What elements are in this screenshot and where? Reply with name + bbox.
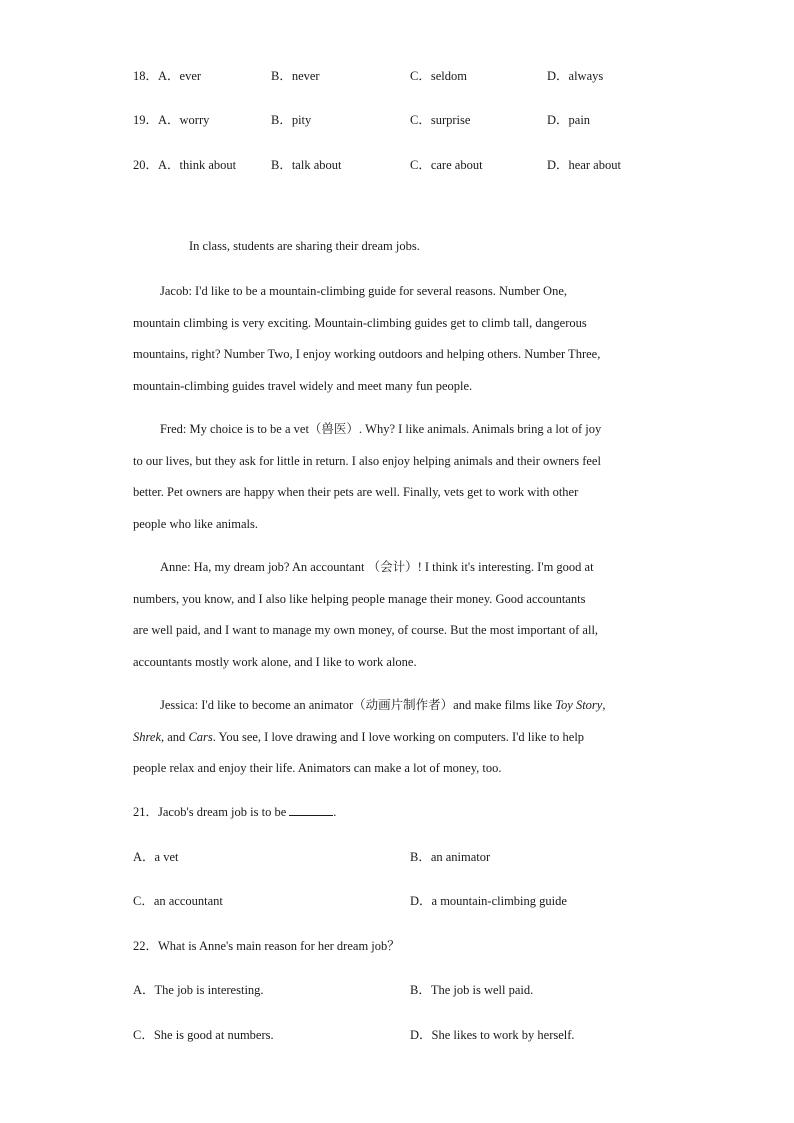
paragraph-line: numbers, you know, and I also like helping people manage their money. Good accountants	[133, 591, 586, 606]
paragraph-jacob	[133, 276, 663, 402]
option-d: D．always	[547, 69, 604, 83]
option-a: 19．A．worry	[133, 113, 210, 127]
option-c: C．surprise	[410, 113, 471, 127]
answer-option-b[interactable]: B．The job is well paid.	[410, 983, 534, 997]
question-21	[133, 802, 336, 822]
paragraph-line: Fred: My choice is to be a vet（兽医）. Why? I like animals. Animals bring a lot of joy	[160, 422, 602, 436]
option-d: D．pain	[547, 113, 591, 127]
film-title: Toy Story	[555, 698, 603, 712]
film-title: Cars	[188, 729, 213, 744]
option-b: B．pity	[271, 113, 312, 127]
punctuation: ,	[602, 698, 606, 712]
question-stem: 21．Jacob's dream job is to be	[133, 805, 287, 819]
jessica-text: and	[164, 729, 189, 744]
paragraph-line: people who like animals.	[133, 516, 258, 531]
answer-option-b[interactable]: B．an animator	[410, 850, 491, 864]
question-22: 22．What is Anne's main reason for her dream job？	[133, 939, 400, 953]
option-c: C．care about	[410, 158, 483, 172]
film-title: Shrek,	[133, 729, 165, 744]
paragraph-line	[133, 722, 663, 754]
answer-option-d[interactable]: D．She likes to work by herself.	[410, 1028, 575, 1042]
option-c: C．seldom	[410, 69, 467, 83]
option-a: 18．A．ever	[133, 69, 202, 83]
option-a: 20．A．think about	[133, 158, 237, 172]
jessica-text: . You see, I love drawing and I love working on computers. I'd like to help	[212, 729, 585, 744]
paragraph-line: mountain-climbing guides travel widely and meet many fun people.	[133, 378, 473, 393]
passage-intro: In class, students are sharing their dream jobs.	[189, 239, 420, 253]
options-row-18	[133, 66, 693, 86]
paragraph-line	[133, 690, 663, 722]
answer-option-a[interactable]: A．The job is interesting.	[133, 983, 264, 997]
answer-option-c[interactable]: C．She is good at numbers.	[133, 1028, 274, 1042]
answer-option-a[interactable]: A．a vet	[133, 850, 179, 864]
answer-blank[interactable]	[289, 803, 333, 816]
question-stem-end: .	[333, 805, 337, 819]
paragraph-fred	[133, 414, 663, 540]
answer-option-d[interactable]: D．a mountain-climbing guide	[410, 894, 567, 908]
paragraph-anne	[133, 552, 663, 678]
options-row-19	[133, 110, 693, 130]
option-d: D．hear about	[547, 158, 621, 172]
answer-option-c[interactable]: C．an accountant	[133, 894, 223, 908]
option-b: B．never	[271, 69, 320, 83]
options-row-20	[133, 155, 693, 175]
paragraph-line: better. Pet owners are happy when their pets are well. Finally, vets get to work with other	[133, 485, 579, 499]
paragraph-line: mountain climbing is very exciting. Mountain-climbing guides get to climb tall, dangerous	[133, 315, 587, 330]
paragraph-line: accountants mostly work alone, and I like to work alone.	[133, 654, 417, 669]
paragraph-line: mountains, right? Number Two, I enjoy working outdoors and helping others. Number Three,	[133, 347, 601, 361]
option-b: B．talk about	[271, 158, 342, 172]
paragraph-line: are well paid, and I want to manage my own money, of course. But the most important of all,	[133, 623, 599, 637]
paragraph-line: to our lives, but they ask for little in return. I also enjoy helping animals and their owners feel	[133, 453, 601, 468]
paragraph-line: people relax and enjoy their life. Animators can make a lot of money, too.	[133, 761, 502, 775]
paragraph-line: Jacob: I'd like to be a mountain-climbing guide for several reasons. Number One,	[160, 284, 567, 298]
jessica-text: Jessica: I'd like to become an animator（动画片制作者）and make films like	[160, 698, 556, 712]
paragraph-jessica	[133, 690, 663, 785]
paragraph-line: Anne: Ha, my dream job? An accountant （会计）! I think it's interesting. I'm good at	[160, 560, 594, 574]
